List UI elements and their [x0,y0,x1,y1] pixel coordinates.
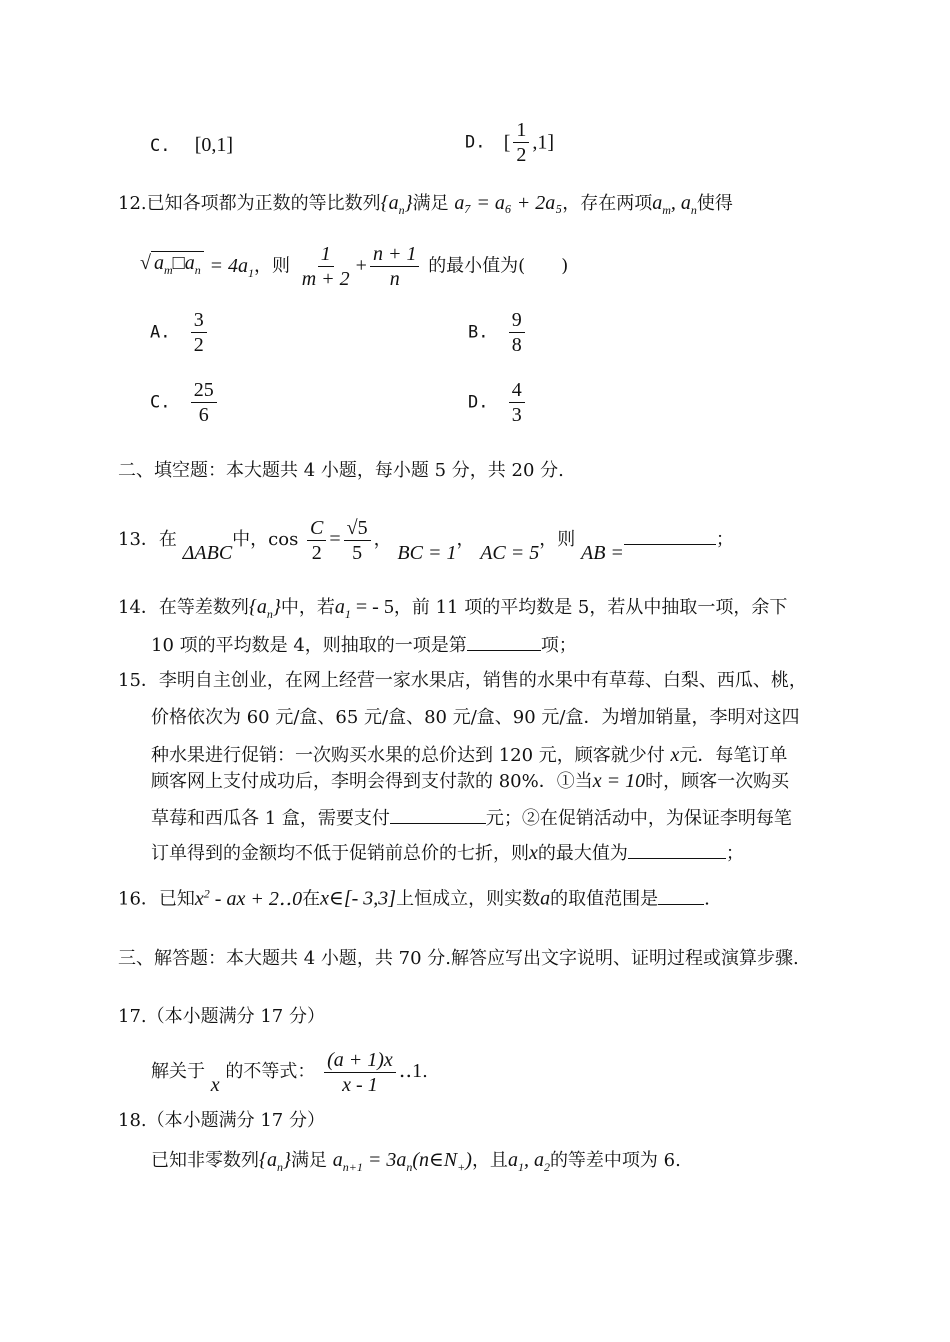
inequality: $x^2$ - ax + 2‥0 [194,886,303,910]
text: ； [715,529,734,550]
answer-blank[interactable] [467,632,541,651]
text: 10 项的平均数是 4，则抽取的一项是第 [151,635,467,656]
text: 种水果进行促销：一次购买水果的总价达到 120 元，顾客就少付 [151,745,665,766]
bracket: ,1] [532,131,555,154]
domain: x∈[- 3,3] [320,887,397,910]
equation: = $4a_1$ [209,254,254,280]
text: 的最小值为( ) [428,255,569,277]
text: 顾客网上支付成功后，李明会得到支付款的 80%．①当 [151,771,593,792]
answer-blank-2[interactable] [628,840,726,859]
fraction-2: $\frac{n + 1}{n}$ [370,242,420,291]
text: . [704,888,710,910]
sequence: $\{a_n\}$ [259,1149,291,1174]
text: 中，cos [232,529,299,550]
triangle: ΔABC [182,542,233,564]
text: 草莓和西瓜各 1 盒，需要支付 [151,808,390,829]
sequence: $\{a_n\}$ [380,192,413,217]
text: 解关于 [151,1061,205,1082]
q16 [118,880,710,913]
q12-line2 [140,238,568,298]
text: ，前 11 项的平均数是 5，若从中抽取一项，余下 [393,597,788,618]
option-label: C. [150,392,171,413]
option-label: D. [465,132,486,153]
q17-heading: 17.（本小题满分 17 分） [118,1006,325,1027]
q13 [118,512,734,567]
text: 满足 [291,1150,327,1171]
q12-option-c [150,378,220,427]
text: ，则 [253,255,290,277]
denominator: 2 [516,144,527,166]
section-heading-fill-in: 二、填空题：本大题共 4 小题，每小题 5 分，共 20 分. [118,460,564,481]
first-term: $a_1$ = - 5 [334,596,394,621]
text: 订单得到的金额均不低于促销前总价的七折，则 [151,843,529,864]
q17-body [151,1044,428,1099]
question-number: 13．在 [118,529,177,550]
condition: x = 10 [592,770,646,792]
text: 的最大值为 [537,843,628,864]
q12-line1 [118,190,733,223]
side-ab: AB = [580,542,624,564]
question-number: 16．已知 [118,888,195,910]
sqrt-expression: √ $a_m□a_n$ [140,238,204,295]
answer-blank[interactable] [624,526,716,545]
text: . [422,1061,428,1082]
text: 的取值范围是 [550,888,659,910]
q15-line4 [151,768,789,795]
q11-option-d [465,118,554,167]
text: ，存在两项 [562,193,653,214]
fraction [513,118,529,167]
answer-blank-1[interactable] [390,805,486,824]
option-label: A. [150,322,171,343]
q18-body [151,1147,681,1180]
text: 满足 [412,193,449,214]
section-heading-solutions: 三、解答题：本大题共 4 小题，共 70 分.解答应写出文字说明、证明过程或演算步骤. [118,948,799,969]
text: ， [456,529,475,550]
option-label: B. [468,322,489,343]
text: 的等差中项为 6. [549,1150,681,1171]
condition: a₇ = a₆ + 2a₅ [454,192,563,214]
fraction: $\frac{(a + 1)x}{x - 1}$ [324,1048,396,1097]
q15-line5 [151,805,792,832]
answer-blank[interactable] [658,886,704,905]
text: 已知各项都为正数的等比数列 [146,193,381,214]
text: 元；②在促销活动中，为保证李明每笔 [485,808,792,829]
fraction: $\frac{4}{3}$ [509,378,525,427]
text: ，则 [539,529,576,550]
fraction-cos: $\frac{C}{2}$ [307,516,326,565]
q18-heading: 18.（本小题满分 17 分） [118,1110,325,1131]
text: 中，若 [280,597,335,618]
text: 已知非零数列 [151,1150,259,1171]
equals: = [329,528,341,550]
option-label: D. [468,392,489,413]
side-bc: BC = 1 [397,542,457,564]
q12-option-b [468,308,528,357]
fraction: $\frac{25}{6}$ [191,378,217,427]
text: 使得 [696,193,733,214]
q15-line6 [151,840,744,867]
q15-line3 [151,742,787,769]
inequality-rhs: ‥1 [398,1060,423,1082]
fraction: $\frac{3}{2}$ [191,308,207,357]
sequence: $\{a_n\}$ [248,596,281,621]
terms: $a_1$, $a_2$ [507,1149,550,1174]
text: ，且 [471,1150,508,1171]
text: 项； [540,635,577,656]
terms: $a_m$, $a_n$ [652,192,697,217]
variable-x: x [670,744,680,766]
side-ac: AC = 5 [480,542,540,564]
variable-x: x [210,1074,220,1096]
fraction: $\frac{9}{8}$ [509,308,525,357]
q15-line1: 15．李明自主创业，在网上经营一家水果店，销售的水果中有草莓、白梨、西瓜、桃， [118,670,807,691]
text: 上恒成立，则实数 [396,888,541,910]
q14-line1 [118,594,787,627]
text: 时，顾客一次购买 [645,771,790,792]
text: 元．每笔订单 [679,745,788,766]
text: 在 [302,888,321,910]
option-value: [0,1] [194,134,234,156]
question-number: 12. [118,193,147,214]
variable-a: a [540,887,551,910]
fraction-1: $\frac{1}{m + 2}$ [301,243,350,290]
q14-line2 [151,632,577,659]
q11-option-c [150,132,233,159]
q12-option-a [150,308,210,357]
variable-x: x [529,842,538,864]
bracket: [ [503,131,511,154]
plus: + [355,254,367,277]
recurrence: $a_{n+1}$ = $3a_n(n\in N_+)$ [332,1149,472,1174]
text: 的不等式： [225,1061,316,1082]
text: 14．在等差数列 [118,597,249,618]
fraction-sqrt5: $\frac{√5}{5}$ [344,516,371,565]
text: ； [725,843,744,864]
q12-option-d [468,378,528,427]
option-label: C. [150,136,171,156]
numerator: 1 [513,118,529,143]
text: ， [373,529,392,550]
q15-line2: 价格依次为 60 元/盒、65 元/盒、80 元/盒、90 元/盒．为增加销量，李明对这四 [151,707,800,728]
